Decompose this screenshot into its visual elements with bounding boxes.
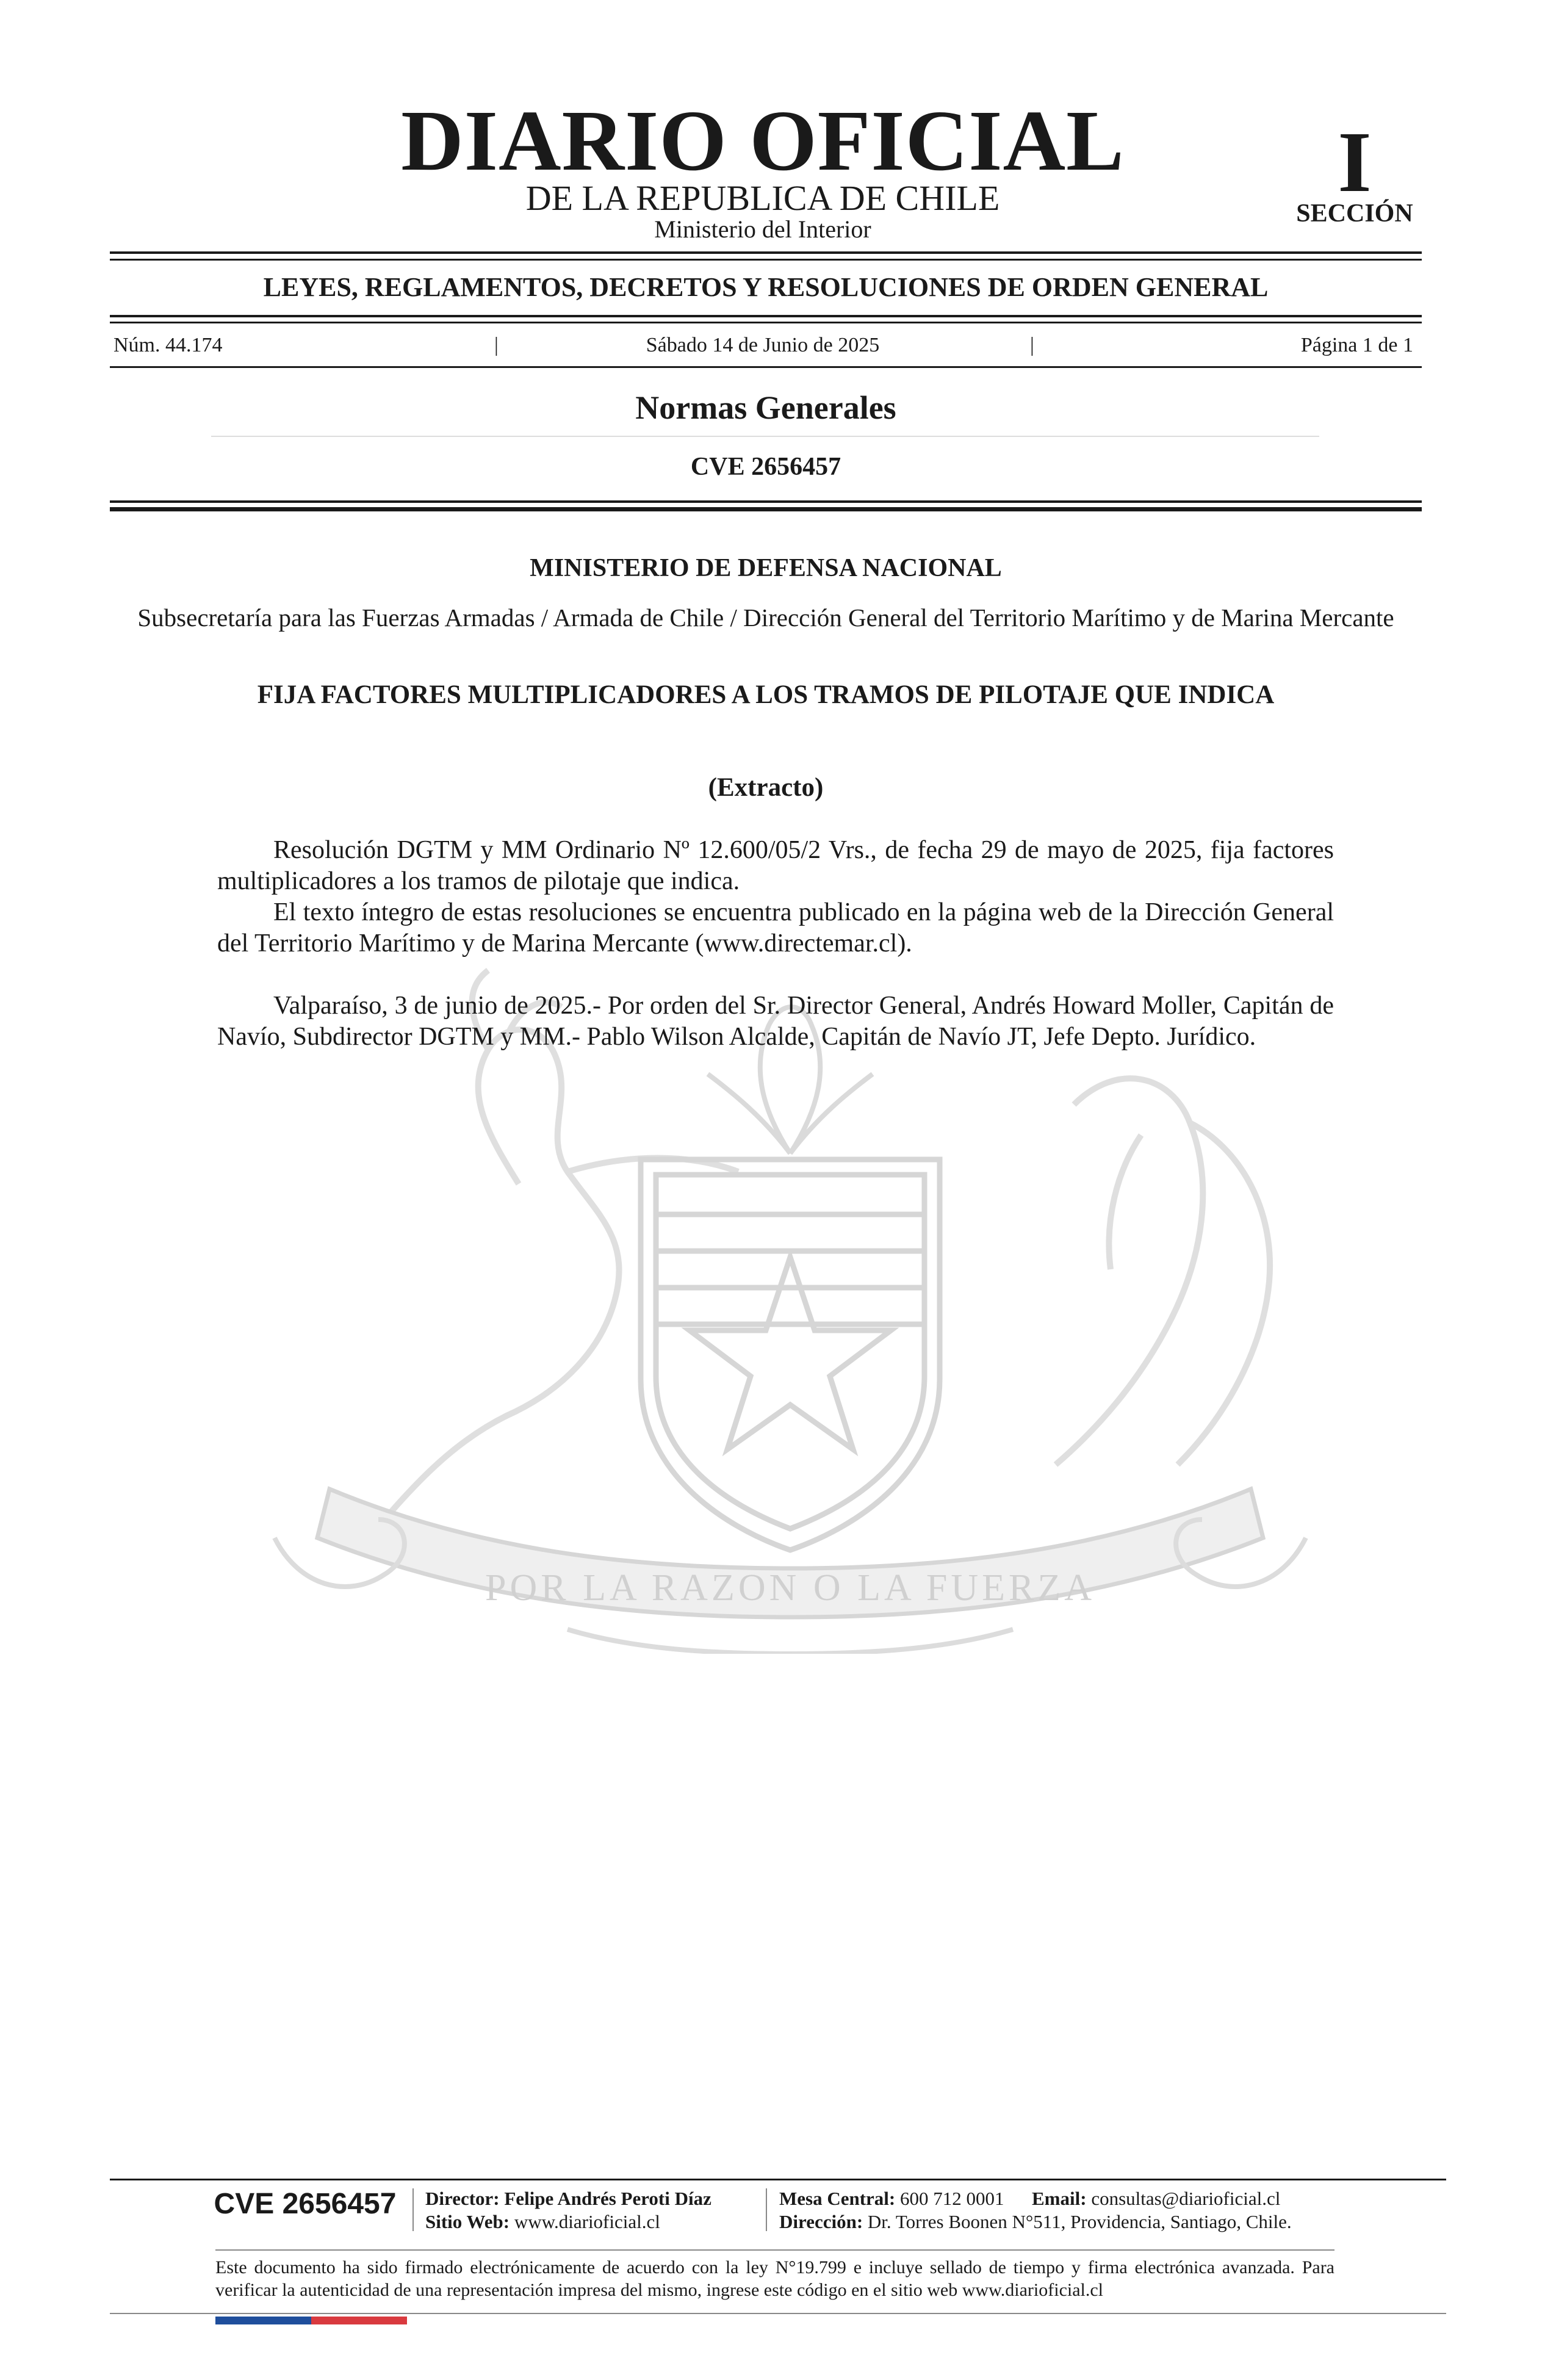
footer-divider bbox=[412, 2188, 414, 2231]
document-title: FIJA FACTORES MULTIPLICADORES A LOS TRAMOS DE PILOTAJE QUE INDICA bbox=[257, 680, 1275, 709]
masthead-title: DIARIO OFICIAL bbox=[401, 92, 1125, 189]
body-paragraph bbox=[217, 897, 1334, 959]
masthead-ministry: Ministerio del Interior bbox=[654, 215, 871, 243]
footer-email-value[interactable]: consultas@diarioficial.cl bbox=[1091, 2188, 1281, 2209]
meta-rule bbox=[110, 366, 1422, 368]
footer-website-value[interactable]: www.diarioficial.cl bbox=[514, 2211, 660, 2232]
issue-date: Sábado 14 de Junio de 2025 bbox=[646, 334, 880, 356]
section-heading-divider bbox=[211, 436, 1319, 437]
footer-mesa-value: 600 712 0001 bbox=[900, 2188, 1004, 2209]
header-rule-top-2 bbox=[110, 259, 1422, 261]
header-rule-mid-1 bbox=[110, 315, 1422, 317]
footer-website-label: Sitio Web: bbox=[425, 2211, 510, 2232]
issue-number: Núm. 44.174 bbox=[113, 334, 223, 356]
flag-stripe-blue bbox=[215, 2317, 311, 2324]
header-rule-mid-2 bbox=[110, 322, 1422, 323]
footer-address-value: Dr. Torres Boonen N°511, Providencia, Santiago, Chile. bbox=[867, 2211, 1292, 2232]
section-label: SECCIÓN bbox=[1296, 200, 1413, 228]
cve-rule-1 bbox=[110, 500, 1422, 503]
body-paragraph bbox=[217, 990, 1334, 1053]
subsecretaria-line: Subsecretaría para las Fuerzas Armadas / Armada de Chile / Dirección General del Territorio Marítimo y de Marina Mercante bbox=[137, 604, 1394, 632]
footer-address-label: Dirección: bbox=[779, 2211, 863, 2232]
meta-separator: | bbox=[1030, 334, 1034, 356]
body-paragraph bbox=[217, 835, 1334, 897]
footer-legal-notice: Este documento ha sido firmado electrónicamente de acuerdo con la ley N°19.799 e incluye sellado de tiempo y firma electrónica avanzada. Para verificar la autenticidad de una representación impresa del mismo, ingrese este código en el sitio web www.diarioficial.cl bbox=[215, 2257, 1334, 2300]
footer-divider bbox=[766, 2188, 767, 2231]
cve-code: CVE 2656457 bbox=[690, 453, 841, 481]
footer-director-label: Director: bbox=[425, 2188, 500, 2209]
body-paragraph-text: El texto íntegro de estas resoluciones se encuentra publicado en la página web de la Dirección General del Territorio Marítimo y de Marina Mercante (www.directemar.cl). bbox=[217, 898, 1334, 957]
footer-website bbox=[425, 2210, 660, 2234]
section-heading: Normas Generales bbox=[635, 389, 896, 426]
cve-rule-2 bbox=[110, 507, 1422, 511]
footer-rule-bottom bbox=[110, 2313, 1446, 2314]
footer-contact bbox=[779, 2187, 1280, 2210]
page-indicator: Página 1 de 1 bbox=[1300, 334, 1413, 356]
body-paragraph-text: Resolución DGTM y MM Ordinario Nº 12.600/05/2 Vrs., de fecha 29 de mayo de 2025, fija factores multiplicadores a los tramos de pilotaje que indica. bbox=[217, 836, 1334, 895]
footer-director bbox=[425, 2187, 711, 2210]
coat-of-arms-watermark bbox=[201, 952, 1361, 1654]
flag-stripe-red bbox=[311, 2317, 407, 2324]
footer-cve-code: CVE 2656457 bbox=[214, 2188, 397, 2220]
footer-legal-rule bbox=[215, 2249, 1334, 2251]
footer-address bbox=[779, 2210, 1292, 2234]
watermark-motto: POR LA RAZON O LA FUERZA bbox=[484, 1567, 1096, 1609]
footer-mesa-label: Mesa Central: bbox=[779, 2188, 896, 2209]
footer-email-label: Email: bbox=[1032, 2188, 1087, 2209]
footer-director-value: Felipe Andrés Peroti Díaz bbox=[504, 2188, 711, 2209]
ministry-heading: MINISTERIO DE DEFENSA NACIONAL bbox=[530, 554, 1002, 582]
section-number: I bbox=[1338, 114, 1372, 210]
meta-separator: | bbox=[494, 334, 499, 356]
category-banner: LEYES, REGLAMENTOS, DECRETOS Y RESOLUCIONES DE ORDEN GENERAL bbox=[263, 272, 1269, 302]
body-paragraph-text: Valparaíso, 3 de junio de 2025.- Por orden del Sr. Director General, Andrés Howard Moller, Capitán de Navío, Subdirector DGTM y MM.- Pablo Wilson Alcalde, Capitán de Navío JT, Jefe Depto. Jurídico. bbox=[217, 992, 1334, 1051]
masthead-subtitle: DE LA REPUBLICA DE CHILE bbox=[525, 178, 1000, 218]
extracto-label: (Extracto) bbox=[708, 773, 824, 802]
header-rule-top-1 bbox=[110, 251, 1422, 254]
footer-rule-top bbox=[110, 2179, 1446, 2180]
